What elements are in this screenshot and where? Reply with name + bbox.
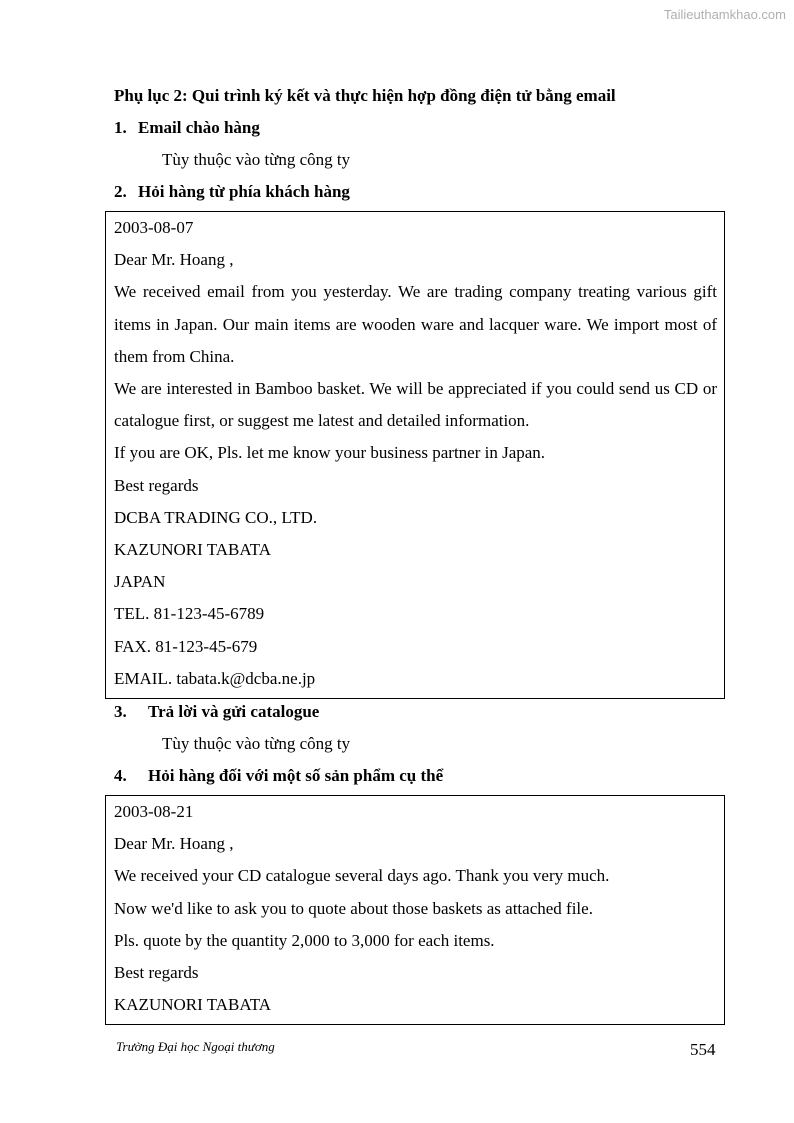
section-number: 3. — [114, 702, 127, 721]
section-title: Email chào hàng — [138, 118, 260, 137]
email-box-quotation-request — [105, 795, 725, 1025]
email-date: 2003-08-07 — [114, 218, 194, 237]
section-note-1: Tùy thuộc vào từng công ty — [162, 150, 351, 169]
email-tel: TEL. 81-123-45-6789 — [114, 604, 265, 624]
email-paragraph: We are interested in Bamboo basket. We will be appreciated if you could send us CD or catalogue first, or suggest me latest and detailed information. — [114, 379, 717, 431]
email-country: JAPAN — [114, 572, 166, 592]
email-date: 2003-08-21 — [114, 802, 194, 821]
email-greeting: Dear Mr. Hoang , — [114, 834, 234, 854]
footer-school: Trường Đại học Ngoại thương — [116, 1039, 275, 1054]
email-paragraph: Now we'd like to ask you to quote about those baskets as attached file. — [114, 898, 593, 918]
page-number: 554 — [690, 1040, 716, 1059]
email-closing: Best regards — [114, 475, 199, 495]
section-heading-1 — [114, 118, 260, 138]
email-paragraph: If you are OK, Pls. let me know your business partner in Japan. — [114, 443, 546, 463]
watermark: Tailieuthamkhao.com — [663, 7, 786, 22]
section-heading-2 — [114, 182, 350, 202]
email-address: EMAIL. tabata.k@dcba.ne.jp — [114, 668, 316, 688]
page-title: Phụ lục 2: Qui trình ký kết và thực hiện hợp đồng điện tử bằng email — [114, 86, 616, 105]
section-number: 2. — [114, 182, 127, 201]
section-number: 4. — [114, 766, 127, 785]
section-heading-3 — [114, 702, 319, 722]
email-company: DCBA TRADING CO., LTD. — [114, 507, 318, 527]
email-paragraph: Pls. quote by the quantity 2,000 to 3,000 for each items. — [114, 930, 495, 950]
email-paragraph: We received email from you yesterday. We are trading company treating various gift items in Japan. Our main items are wooden ware and lacquer ware. We import most of them from China. — [114, 282, 717, 366]
section-title: Hỏi hàng từ phía khách hàng — [138, 182, 350, 201]
section-title: Hỏi hàng đối với một số sản phẩm cụ thể — [148, 766, 444, 785]
section-note-3: Tùy thuộc vào từng công ty — [162, 734, 351, 753]
email-paragraph: We received your CD catalogue several days ago. Thank you very much. — [114, 866, 610, 886]
email-fax: FAX. 81-123-45-679 — [114, 636, 258, 656]
section-number: 1. — [114, 118, 127, 137]
email-box-inquiry — [105, 211, 725, 699]
email-closing: Best regards — [114, 963, 199, 983]
email-greeting: Dear Mr. Hoang , — [114, 250, 234, 270]
section-title: Trả lời và gửi catalogue — [148, 702, 320, 721]
email-signature-name: KAZUNORI TABATA — [114, 995, 272, 1015]
email-signature-name: KAZUNORI TABATA — [114, 540, 272, 560]
section-heading-4 — [114, 766, 443, 786]
